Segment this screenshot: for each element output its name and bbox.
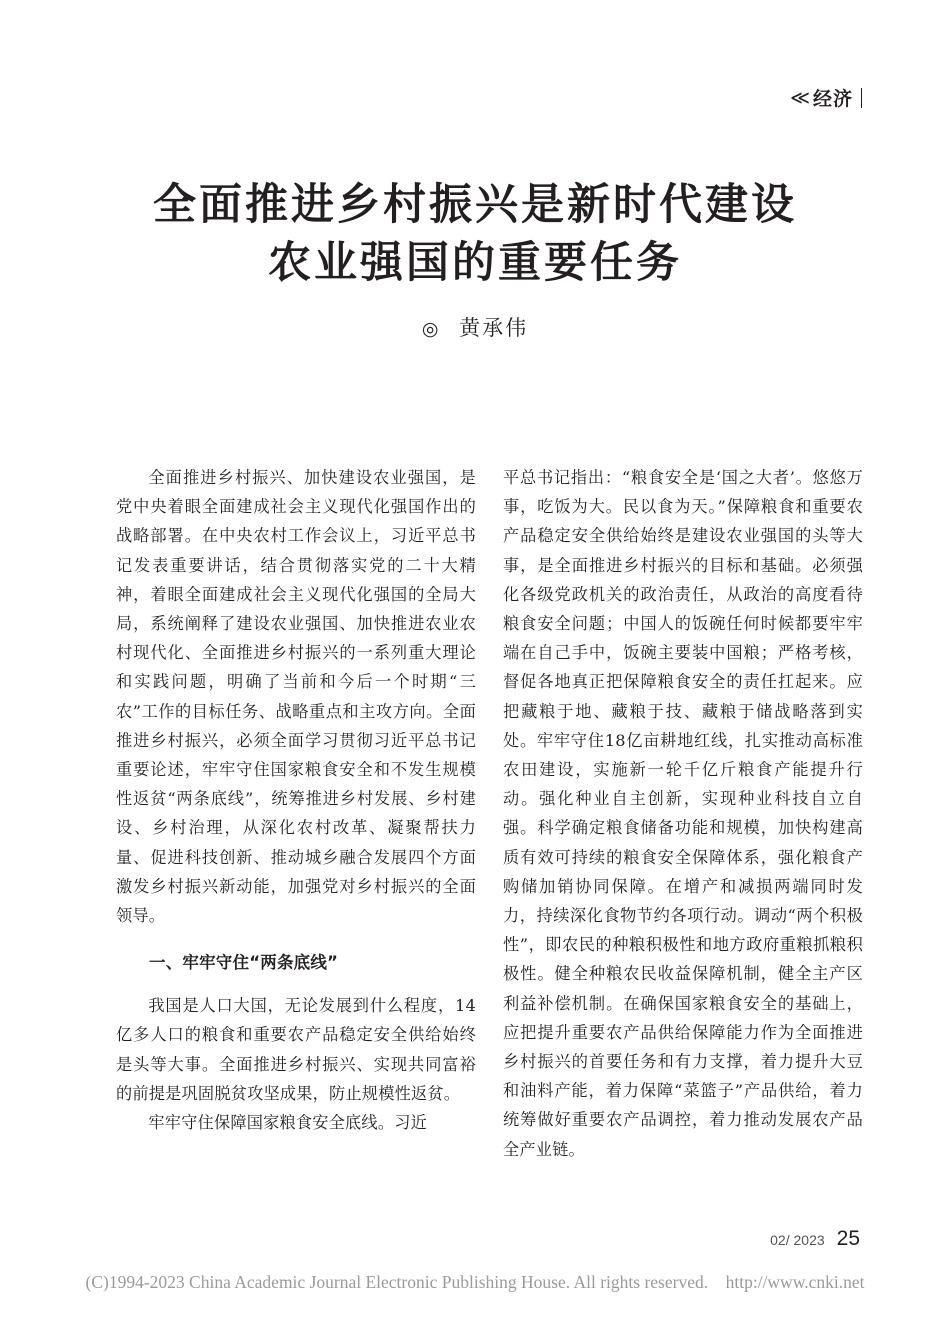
page-number: 25 xyxy=(836,1227,860,1250)
paragraph: 平总书记指出：“粮食安全是‘国之大者’。悠悠万事，吃饭为大。民以食为天。”保障粮食和重要农产品稳定安全供给始终是建设农业强国的头等大事，是全面推进乡村振兴的目标和基础。必须强化各级党政机关的政治责任，从政治的高度看待粮食安全问题；中国人的饭碗任何时候都要牢牢端在自己手中，饭碗主要装中国粮；严格考核，督促各地真正把保障粮食安全的责任扛起来。应把藏粮于地、藏粮于技、藏粮于储战略落到实处。牢牢守住18亿亩耕地红线，扎实推动高标准农田建设，实施新一轮千亿斤粮食产能提升行动。强化种业自主创新，实现种业科技自立自强。科学确定粮食储备功能和规模，加快构建高质有效可持续的粮食安全保障体系，强化粮食产购储加销协同保障。在增产和减损两端同时发力，持续深化食物节约各项行动。调动“两个积极性”，即农民的种粮积极性和地方政府重粮抓粮积极性。健全种粮农民收益保障机制，健全主产区利益补偿机制。在确保国家粮食安全的基础上，应把提升重要农产品供给保障能力作为全面推进乡村振兴的首要任务和有力支撑，着力提升大豆和油料产能，着力保障“菜篮子”产品供给，着力统筹做好重要农产品调控，着力推动发展农产品全产业链。 xyxy=(503,468,863,1159)
section-tag xyxy=(790,84,862,111)
author-name: 黄承伟 xyxy=(459,316,529,340)
article-title-line-1: 全面推进乡村振兴是新时代建设 xyxy=(153,180,797,230)
double-chevron-icon: ≪ xyxy=(790,86,811,109)
source-url[interactable]: http://www.cnki.net xyxy=(725,1272,865,1292)
paragraph: 牢牢守住保障国家粮食安全底线。习近 xyxy=(148,1113,427,1133)
copyright-text: (C)1994-2023 China Academic Journal Electronic Publishing House. All rights reserved. xyxy=(85,1272,709,1292)
article-title-line-2: 农业强国的重要任务 xyxy=(268,238,682,288)
author-mark-icon: ◎ xyxy=(421,318,441,340)
author-line xyxy=(0,312,950,342)
article-title xyxy=(0,176,950,292)
section-divider xyxy=(861,88,862,108)
paragraph: 全面推进乡村振兴、加快建设农业强国，是党中央着眼全面建成社会主义现代化强国作出的战略部署。在中央农村工作会议上，习近平总书记发表重要讲话，结合贯彻落实党的二十大精神，着眼全面建成社会主义现代化强国的全局大局，系统阐释了建设农业强国、加快推进农业农村现代化、全面推进乡村振兴的一系列重大理论和实践问题，明确了当前和今后一个时期“三农”工作的目标任务、战略重点和主攻方向。全面推进乡村振兴，必须全面学习贯彻习近平总书记重要论述，牢牢守住国家粮食安全和不发生规模性返贫“两条底线”，统筹推进乡村发展、乡村建设、乡村治理，从深化农村改革、凝聚帮扶力量、促进科技创新、推动城乡融合发展四个方面激发乡村振兴新动能，加强党对乡村振兴的全面领导。 xyxy=(116,468,476,926)
section-label: 经济 xyxy=(812,88,853,110)
left-column xyxy=(116,463,476,1137)
issue-number: 02/ 2023 xyxy=(770,1232,825,1248)
folio xyxy=(770,1227,860,1251)
paragraph: 我国是人口大国，无论发展到什么程度，14亿多人口的粮食和重要农产品稳定安全供给始终是头等大事。全面推进乡村振兴、实现共同富裕的前提是巩固脱贫攻坚成果，防止规模性返贫。 xyxy=(116,996,476,1103)
section-heading: 一、牢牢守住“两条底线” xyxy=(149,953,339,973)
footer xyxy=(0,1272,950,1293)
right-column xyxy=(503,463,863,1164)
